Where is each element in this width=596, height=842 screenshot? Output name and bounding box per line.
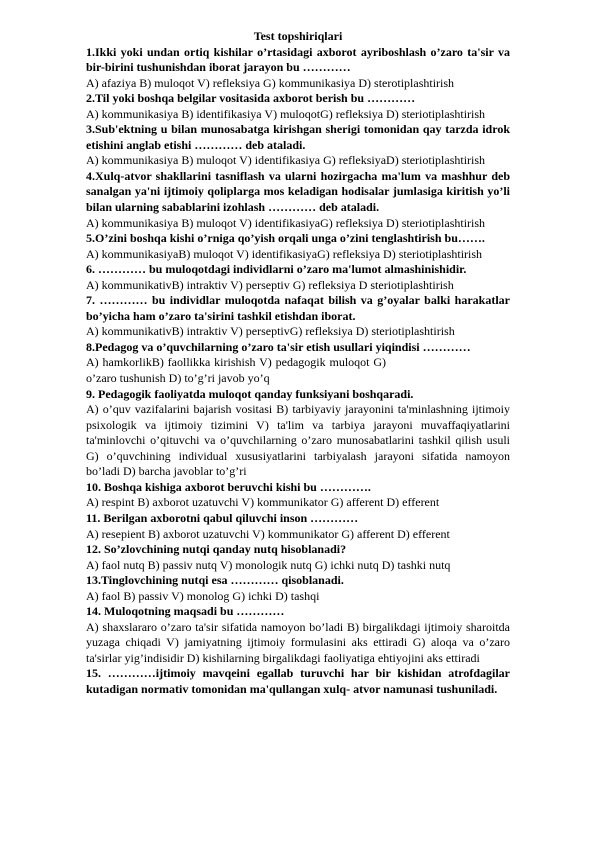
answers-14: A) shaxslararo o’zaro ta'sir sifatida namoyon bo’ladi B) birgalikdagi ijtimoiy sharoitda yuzaga chiqadi V) jamiyatning ijtimoiy formulasini aks ettiradi G) aloqa va o’zaro ta'sirlar yig’indisidir D) kishilarning birgalikdagi faoliyatiga ehtiyojini aks ettiradi [86,619,510,665]
answers-1: A) afaziya B) muloqot V) refleksiya G) kommunikasiya D) sterotiplashtirish [86,75,455,90]
question-8: 8.Pedagog va o’quvchilarning o’zaro ta'sir etish usullari yiqindisi ………… [86,339,471,354]
question-4: 4.Xulq-atvor shakllarini tasniflash va ularni hozirgacha ma'lum va mashhur deb sanalgan ya'ni ijtimoiy qoliplarga mos keladigan hodisalar jumlasiga kiritish yo’li bilan ularning sabablarini izohlash ………… deb ataladi. [86,168,510,215]
answers-10: A) respint B) axborot uzatuvchi V) kommunikator G) afferent D) efferent [86,495,440,510]
question-11: 11. Berilgan axborotni qabul qiluvchi inson ………… [86,510,359,525]
answers-3: A) kommunikasiya B) muloqot V) identifikasiya G) refleksiyaD) steriotiplashtirish [86,153,486,168]
question-13: 13.Tinglovchining nutqi esa ………… qisoblanadi. [86,573,344,588]
question-1: 1.Ikki yoki undan ortiq kishilar o’rtasidagi axborot ayriboshlash o’zaro ta'sir va bir-birini tushunishdan iborat jarayon bu ………… [86,44,510,75]
question-15: 15. …………ijtimoiy mavqeini egallab turuvchi har bir kishidan atrofdagilar kutadigan normativ tomonidan ma'qullangan xulq- atvor namunasi tushuniladi. [86,666,510,696]
document-page [86,29,510,698]
question-12: 12. So’zlovchining nutqi qanday nutq hisoblanadi? [86,542,347,557]
answers-11: A) resepient B) axborot uzatuvchi V) kommunikator G) afferent D) efferent [86,526,450,541]
question-6: 6. ………… bu muloqotdagi individlarni o’zaro ma'lumot almashinishidir. [86,262,467,277]
answers-6: A) kommunikativB) intraktiv V) perseptiv G) refleksiya D steriotiplashtirish [86,277,454,292]
answers-7: A) kommunikativB) intraktiv V) perseptivG) refleksiya D) steriotiplashtirish [86,324,455,339]
answers-5: A) kommunikasiyaB) muloqot V) identifikasiyaG) refleksiya D) steriotiplashtirish [86,246,483,261]
answers-2: A) kommunikasiya B) identifikasiya V) muloqotG) refleksiya D) steriotiplashtirish [86,106,486,121]
answers-8: A) hamkorlikB) faollikka kirishish V) pedagogik muloqot G) o’zaro tushunish D) to’g’ri javob yo’q [86,355,386,386]
answers-13: A) faol B) passiv V) monolog G) ichki D) tashqi [86,588,320,603]
page-title: Test topshiriqlari [253,29,343,43]
answers-4: A) kommunikasiya B) muloqot V) identifikasiyaG) refleksiya D) steriotiplashtirish [86,215,486,230]
answers-12: A) faol nutq B) passiv nutq V) monologik nutq G) ichki nutq D) tashki nutq [86,557,451,572]
question-10: 10. Boshqa kishiga axborot beruvchi kishi bu …………. [86,479,371,494]
question-9: 9. Pedagogik faoliyatda muloqot qanday funksiyani boshqaradi. [86,386,414,401]
answers-9: A) o’quv vazifalarini bajarish vositasi B) tarbiyaviy jarayonini ta'minlashning ijtimoiy psixologik va ijtimoiy tizimini V) ta'lim va tarbiya jarayoni muvaffaqiyatlarini ta'minlovchi o’qituvchi va o’quvchilarning o’zaro munosabatlarini tashkil qilish usuli G) o’quvchining individual xususiyatlarini tarbiyalash jarayoni sifatida namoyon bo’ladi D) barcha javoblar to’g’ri [86,402,510,479]
question-5: 5.O’zini boshqa kishi o’rniga qo’yish orqali unga o’zini tenglashtirish bu……. [86,231,485,246]
question-2: 2.Til yoki boshqa belgilar vositasida axborot berish bu ………… [86,91,416,106]
question-14: 14. Muloqotning maqsadi bu ………… [86,604,285,619]
question-3: 3.Sub'ektning u bilan munosabatga kirishgan sherigi tomonidan qay tarzda idrok etishini anglab etishi ………… deb ataladi. [86,122,510,152]
question-7: 7. ………… bu individlar muloqotda nafaqat bilish va g’oyalar balki harakatlar bo’yicha ham o’zaro ta'sirini tashkil etishdan iborat. [86,293,510,323]
